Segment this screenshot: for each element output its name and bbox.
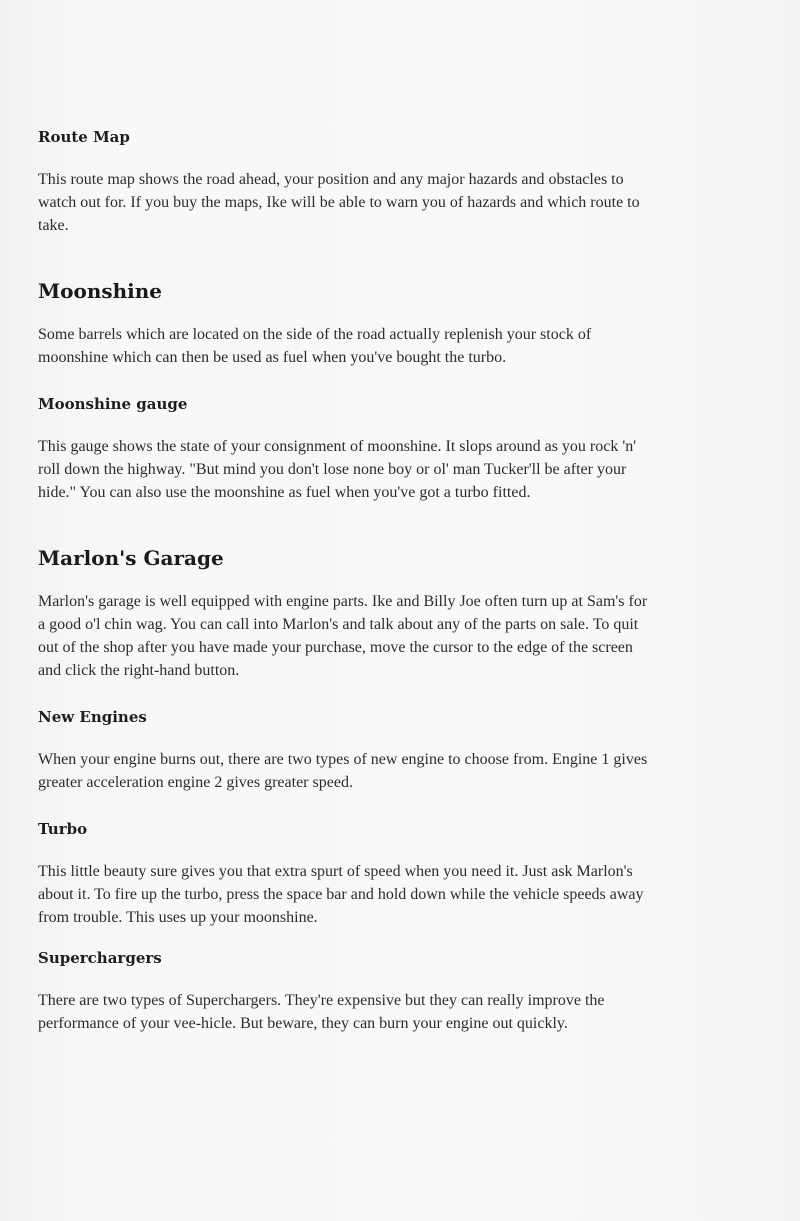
turbo-heading: Turbo: [38, 820, 88, 838]
turbo-text: This little beauty sure gives you that extra spurt of speed when you need it. Just ask Marlon's about it. To fire up the turbo, press the space bar and hold down while the vehicle speeds away from trouble. This uses up your moonshine.: [38, 863, 644, 926]
marlons-garage-text: Marlon's garage is well equipped with engine parts. Ike and Billy Joe often turn up at Sam's for a good o'l chin wag. You can call into Marlon's and talk about any of the parts on sale. To quit out of the shop after you have made your purchase, move the cursor to the edge of the screen and click the right-hand button.: [38, 593, 648, 679]
new-engines-text: When your engine burns out, there are two types of new engine to choose from. Engine 1 gives greater acceleration engine 2 gives greater speed.: [38, 751, 648, 791]
moonshine-gauge-heading: Moonshine gauge: [38, 395, 188, 413]
moonshine-gauge-text: This gauge shows the state of your consignment of moonshine. It slops around as you rock 'n' roll down the highway. "But mind you don't lose none boy or ol' man Tucker'll be after your hide." You can also use the moonshine as fuel when you've got a turbo fitted.: [38, 438, 637, 501]
route-map-text: This route map shows the road ahead, your position and any major hazards and obstacles to watch out for. If you buy the maps, Ike will be able to warn you of hazards and which route to take.: [38, 171, 640, 234]
moonshine-heading: Moonshine: [38, 279, 163, 303]
new-engines-heading: New Engines: [38, 708, 147, 726]
marlons-garage-heading: Marlon's Garage: [38, 546, 224, 570]
superchargers-heading: Superchargers: [38, 949, 162, 967]
superchargers-text: There are two types of Superchargers. They're expensive but they can really improve the performance of your vee-hicle. But beware, they can burn your engine out quickly.: [38, 992, 605, 1032]
moonshine-text: Some barrels which are located on the side of the road actually replenish your stock of moonshine which can then be used as fuel when you've bought the turbo.: [38, 326, 592, 366]
route-map-heading: Route Map: [38, 128, 130, 146]
page-content: [38, 126, 648, 1035]
